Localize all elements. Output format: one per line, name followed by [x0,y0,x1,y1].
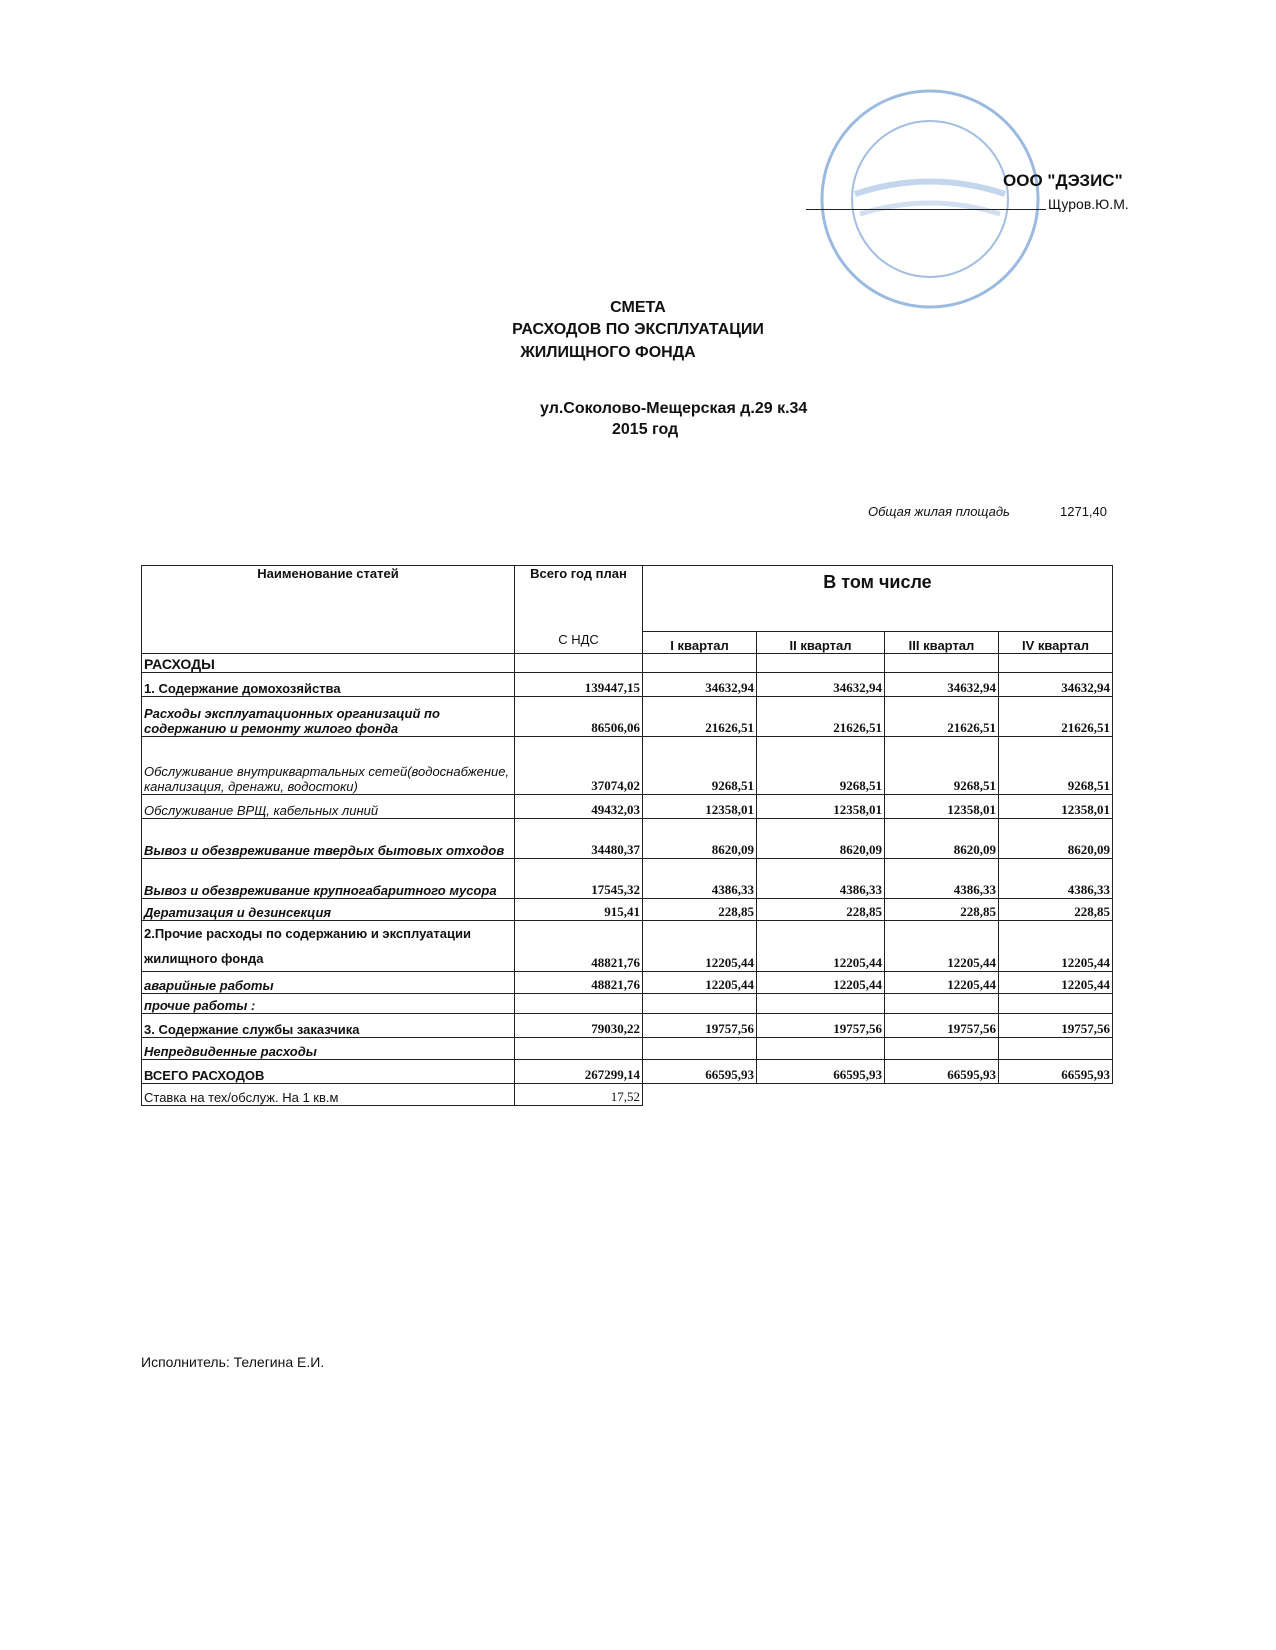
table-row-label: Обслуживание внутриквартальных сетей(водоснабжение, канализация, дренажи, водостоки) [142,737,515,795]
row-q2: 21626,51 [757,697,885,737]
row-q2: 9268,51 [757,737,885,795]
row-q1 [643,1038,757,1060]
row-q3: 228,85 [885,899,999,921]
doc-title: СМЕТА [610,299,666,316]
row-q2: 12205,44 [757,921,885,972]
row-q3: 34632,94 [885,673,999,697]
area-value: 1271,40 [1060,504,1107,519]
row-q4 [999,1038,1113,1060]
table-row-label: аварийные работы [142,972,515,994]
row-q3: 21626,51 [885,697,999,737]
company-stamp [815,84,1045,314]
year: 2015 год [612,421,679,438]
table-row-label: 2.Прочие расходы по содержанию и эксплуатации жилищного фонда [142,921,515,972]
row-total: 49432,03 [515,795,643,819]
row-q1: 34632,94 [643,673,757,697]
row-total: 34480,37 [515,819,643,859]
row-q2: 8620,09 [757,819,885,859]
row-total: 48821,76 [515,921,643,972]
row-q4 [999,994,1113,1014]
table-row-label: Обслуживание ВРЩ, кабельных линий [142,795,515,819]
row-q1: 12205,44 [643,972,757,994]
row-q2: 228,85 [757,899,885,921]
table-row-label: Вывоз и обезвреживание твердых бытовых отходов [142,819,515,859]
row-q4: 19757,56 [999,1014,1113,1038]
col-total-header: Всего год план [515,566,643,632]
doc-subtitle-2: ЖИЛИЩНОГО ФОНДА [520,344,696,361]
row-q4: 12205,44 [999,921,1113,972]
address: ул.Соколово-Мещерская д.29 к.34 [540,400,808,417]
row-q1: 19757,56 [643,1014,757,1038]
table-row-label: 3. Содержание службы заказчика [142,1014,515,1038]
row-q1: 8620,09 [643,819,757,859]
row-q3: 66595,93 [885,1060,999,1084]
row-q4: 9268,51 [999,737,1113,795]
row-q4: 66595,93 [999,1060,1113,1084]
signer-name: Щуров.Ю.М. [1048,196,1129,212]
row-q3: 9268,51 [885,737,999,795]
table-row-label: Расходы эксплуатационных организаций по содержанию и ремонту жилого фонда [142,697,515,737]
row-q1: 12358,01 [643,795,757,819]
doc-subtitle-1: РАСХОДОВ ПО ЭКСПЛУАТАЦИИ [512,321,764,338]
col-name-header: Наименование статей [142,566,515,654]
table-row-label: Непредвиденные расходы [142,1038,515,1060]
row-q2: 19757,56 [757,1014,885,1038]
quarter-header: I квартал [643,632,757,654]
row-total: 86506,06 [515,697,643,737]
table-row-label: Дератизация и дезинсекция [142,899,515,921]
row-q3: 12358,01 [885,795,999,819]
row-q2 [757,994,885,1014]
row-total [515,1038,643,1060]
section-label: РАСХОДЫ [142,654,515,673]
expense-table [141,565,1113,1106]
executor: Исполнитель: Телегина Е.И. [141,1354,325,1370]
rate-value: 17,52 [515,1084,643,1106]
row-q2: 4386,33 [757,859,885,899]
row-q3: 19757,56 [885,1014,999,1038]
row-q4: 12358,01 [999,795,1113,819]
company-name: ООО "ДЭЗИС" [1003,171,1123,190]
row-q3: 8620,09 [885,819,999,859]
row-q1: 66595,93 [643,1060,757,1084]
row-q4: 4386,33 [999,859,1113,899]
row-q1 [643,994,757,1014]
table-row-label: Вывоз и обезвреживание крупногабаритного мусора [142,859,515,899]
row-q3: 12205,44 [885,921,999,972]
row-total: 37074,02 [515,737,643,795]
row-q3: 4386,33 [885,859,999,899]
row-q2 [757,1038,885,1060]
row-total: 915,41 [515,899,643,921]
quarter-header: IV квартал [999,632,1113,654]
col-total-sub: С НДС [515,632,643,654]
row-q1: 21626,51 [643,697,757,737]
row-q1: 4386,33 [643,859,757,899]
row-q1: 228,85 [643,899,757,921]
row-q2: 12205,44 [757,972,885,994]
row-q3 [885,1038,999,1060]
table-row-label: прочие работы : [142,994,515,1014]
signature-line [806,209,1046,210]
table-row-label: 1. Содержание домохозяйства [142,673,515,697]
row-q4: 34632,94 [999,673,1113,697]
row-q2: 12358,01 [757,795,885,819]
col-incl-header: В том числе [643,566,1113,632]
table-row-label: ВСЕГО РАСХОДОВ [142,1060,515,1084]
area-label: Общая жилая площадь [868,504,1010,519]
quarter-header: II квартал [757,632,885,654]
row-q1: 12205,44 [643,921,757,972]
row-q4: 21626,51 [999,697,1113,737]
row-total: 139447,15 [515,673,643,697]
row-total: 79030,22 [515,1014,643,1038]
rate-label: Ставка на тех/обслуж. На 1 кв.м [142,1084,515,1106]
row-q3: 12205,44 [885,972,999,994]
row-q4: 8620,09 [999,819,1113,859]
row-q2: 34632,94 [757,673,885,697]
row-total [515,994,643,1014]
row-q3 [885,994,999,1014]
row-q4: 228,85 [999,899,1113,921]
row-total: 48821,76 [515,972,643,994]
row-total: 17545,32 [515,859,643,899]
quarter-header: III квартал [885,632,999,654]
row-q1: 9268,51 [643,737,757,795]
row-total: 267299,14 [515,1060,643,1084]
row-q2: 66595,93 [757,1060,885,1084]
row-q4: 12205,44 [999,972,1113,994]
